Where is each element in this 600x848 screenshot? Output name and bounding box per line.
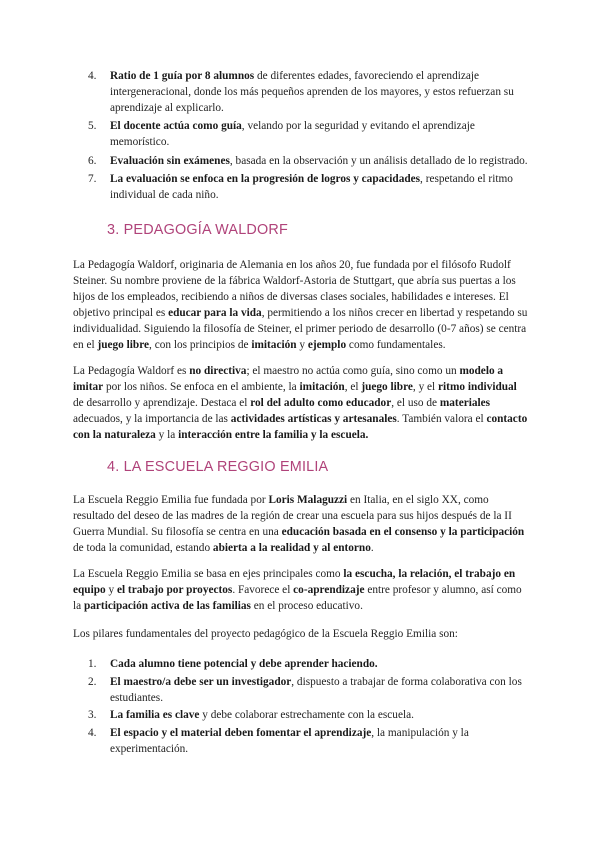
paragraph-reggio-origin (73, 492, 528, 556)
list-item (73, 725, 528, 757)
text-run: , el (344, 381, 362, 394)
text-run: ; el maestro no actúa como guía, sino como un (246, 365, 460, 378)
text-run: adecuados, y la importancia de las (73, 413, 231, 426)
list-number: 2. (88, 675, 97, 688)
list-item-bold: Cada alumno tiene potencial y debe aprender haciendo. (110, 658, 378, 671)
bold-text: el trabajo por proyectos (116, 584, 233, 597)
bold-text: la escucha, la relación, el trabajo en equipo (73, 568, 516, 597)
bold-text: interacción entre la familia y la escuela. (178, 429, 369, 442)
list-item-text: de diferentes edades, favoreciendo el aprendizaje intergeneracional, donde los más pequeños aprenden de los mayores, y estos refuerzan su aprendizaje al explicarlo. (110, 70, 514, 114)
text-run: entre profesor y alumno, así como la (73, 584, 522, 613)
paragraph-reggio-axes (73, 566, 528, 614)
list-item-text: , dispuesto a trabajar de forma colaborativa con los estudiantes. (110, 675, 522, 704)
list-item-bold: Evaluación sin exámenes (110, 154, 230, 167)
bold-text: juego libre (97, 339, 150, 352)
bold-text: rol del adulto como educador (250, 397, 392, 410)
bold-text: ritmo individual (438, 381, 517, 394)
text-run: La Pedagogía Waldorf, originaria de Alemania en los años 20, fue fundada por el filósofo Rudolf Steiner. Su nombre proviene de la fábrica Waldorf-Astoria de Stuttgart, que abría sus puertas a los hijos de los empleados, recibiendo a niños de diversas clases sociales, habilidades e intereses. El objetivo principal es (73, 259, 516, 320)
text-run: en Italia, en el siglo XX, como resultado del deseo de las madres de la región de crear una escuela para sus hijos después de la II Guerra Mundial. Su filosofía se centra en una (73, 494, 512, 539)
list-item (73, 171, 528, 203)
bold-text: educación basada en el consenso y la participación (281, 526, 525, 539)
list-reggio-pillars (73, 656, 528, 757)
heading-reggio-emilia: 4. LA ESCUELA REGGIO EMILIA (107, 459, 329, 476)
text-run: , y el (412, 381, 439, 394)
list-number: 5. (88, 120, 97, 133)
text-run: como fundamentales. (346, 339, 446, 352)
paragraph-waldorf-method (73, 363, 528, 443)
list-item-text: , basada en la observación y un análisis detallado de lo registrado. (229, 154, 528, 167)
list-item-text: y debe colaborar estrechamente con la escuela. (199, 709, 414, 722)
list-item-text: , respetando el ritmo individual de cada niño. (110, 173, 513, 202)
list-number: 4. (88, 70, 97, 82)
bold-text: materiales (439, 397, 491, 410)
list-number: 3. (88, 709, 97, 722)
list-number: 6. (88, 154, 97, 167)
list-item-text: , la manipulación y la experimentación. (110, 726, 469, 755)
list-item (73, 674, 528, 706)
bold-text: actividades artísticas y artesanales (230, 413, 397, 426)
bold-text: Loris Malaguzzi (268, 494, 348, 507)
text-run: La Escuela Reggio Emilia se basa en ejes principales como (73, 568, 344, 581)
bold-text: juego libre (361, 381, 413, 394)
text-run: . (370, 542, 374, 555)
bold-text: imitación (299, 381, 345, 394)
list-montessori-principles (73, 68, 528, 203)
paragraph-waldorf-origin (73, 257, 528, 353)
list-item-bold: El maestro/a debe ser un investigador (110, 675, 292, 688)
bold-text: educar para la vida (168, 307, 262, 320)
bold-text: no directiva (189, 365, 247, 378)
text-run: La Pedagogía Waldorf es (73, 365, 190, 378)
text-run: , con los principios de (149, 339, 252, 352)
text-run: . Favorece el (232, 584, 294, 597)
bold-text: co-aprendizaje (293, 584, 365, 597)
list-number: 4. (88, 726, 97, 739)
list-item (73, 68, 528, 116)
text-run: de toda la comunidad, estando (73, 542, 213, 555)
list-item-bold: Ratio de 1 guía por 8 alumnos (110, 70, 255, 82)
text-run: en el proceso educativo. (250, 600, 363, 613)
bold-text: ejemplo (307, 339, 347, 352)
list-item-bold: La evaluación se enfoca en la progresión de logros y capacidades (110, 173, 421, 186)
text-run: por los niños. Se enfoca en el ambiente, la (103, 381, 300, 394)
text-run: y (105, 584, 117, 597)
text-run: La Escuela Reggio Emilia fue fundada por (73, 494, 269, 507)
bold-text: participación activa de las familias (83, 600, 251, 613)
list-item-text: , velando por la seguridad y evitando el aprendizaje memorístico. (110, 120, 475, 149)
text-run: y (296, 339, 308, 352)
list-item (73, 153, 528, 169)
list-item (73, 656, 528, 672)
list-item-bold: El docente actúa como guía (110, 120, 242, 133)
text-run: , el uso de (391, 397, 440, 410)
text-run: . También valora el (396, 413, 487, 426)
list-item (73, 118, 528, 150)
bold-text: contacto con la naturaleza (73, 413, 528, 442)
list-item-bold: El espacio y el material deben fomentar el aprendizaje (110, 726, 372, 739)
bold-text: modelo a imitar (73, 365, 504, 394)
list-number: 1. (88, 658, 97, 671)
list-number: 7. (88, 173, 97, 186)
text-run: y la (155, 429, 179, 442)
text-run: de desarrollo y aprendizaje. Destaca el (73, 397, 251, 410)
list-item (73, 707, 528, 723)
list-item-bold: La familia es clave (110, 709, 200, 722)
paragraph-pillars-intro: Los pilares fundamentales del proyecto pedagógico de la Escuela Reggio Emilia son: (73, 628, 458, 641)
bold-text: imitación (251, 339, 297, 352)
bold-text: abierta a la realidad y al entorno (212, 542, 371, 555)
text-run: , permitiendo a los niños crecer en libertad y respetando su individualidad. Siguiendo la filosofía de Steiner, el primer periodo de desarrollo (0-7 años) se centra en el (73, 307, 528, 352)
heading-waldorf: 3. PEDAGOGÍA WALDORF (107, 222, 288, 239)
